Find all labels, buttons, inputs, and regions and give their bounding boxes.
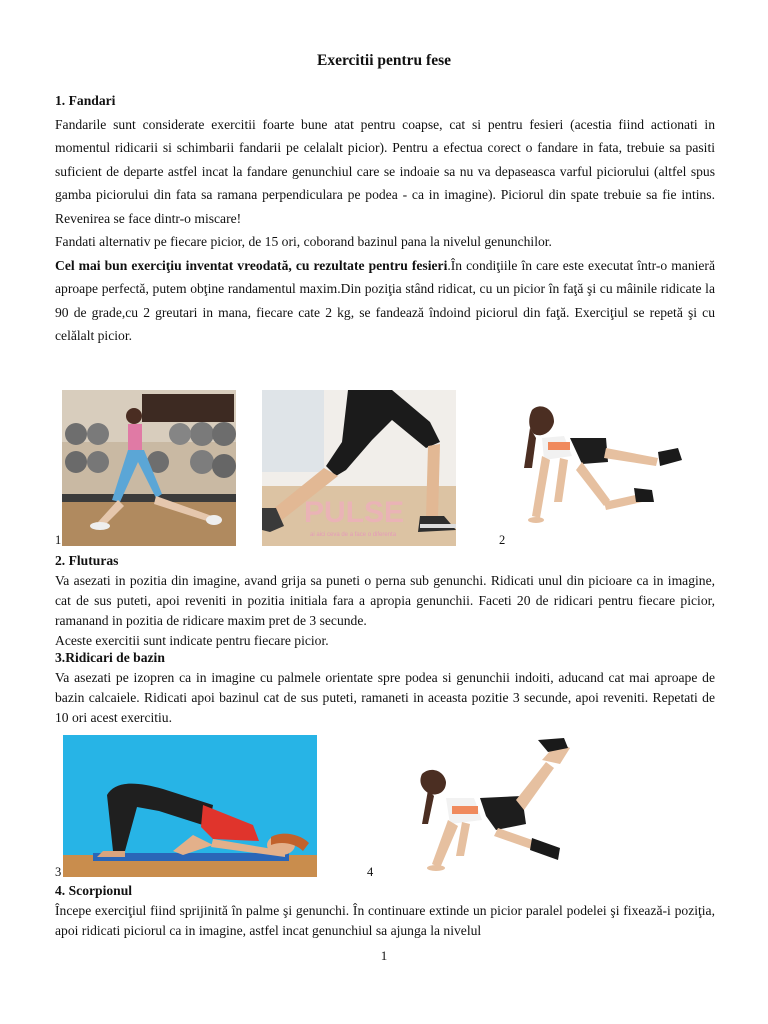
paragraph: Fandarile sunt considerate exercitii foarte bune atat pentru coapse, cat si pentru fesieri (acestia fiind actionati in momentul ridicarii si schimbarii fandarii pe celalalt picior). Pentru a efectua corect o fandare in fata, trebuie sa pasiti suficient de departe astfel incat la fandare genunchiul care se indoaie sa nu va depaseasca varful piciorului (altfel spus gamba piciorului din fata sa ramana perpendiculara pe podea - ca in imagine). Piciorul din spate trebuie sa fie intins. Revenirea se face dintr-o miscare! <box>55 116 715 226</box>
document-title: Exercitii pentru fese <box>316 52 451 69</box>
paragraph: Începe exerciţiul fiind sprijinită în palme şi genunchi. În continuare extinde un picior paralel podelei şi fixează-i poziţia, apoi ridicati piciorul ca in imagine, astfel incat genunchiul sa ajunga la nivelul <box>55 903 715 938</box>
paragraph: Va asezati in pozitia din imagine, avand grija sa puneti o perna sub genunchi. Ridicati unul din picioare ca in imagine, cat de sus puteti, apoi reveniti in pozitia initiala fara a apropia genunchii. Faceti 20 de ridicari pentru fiecare picior, ramanand in pozitia de ridicare maxim pret de 3 secunde. <box>55 573 715 628</box>
donkey-kick-photo <box>412 738 602 876</box>
section-heading: 1. Fandari <box>55 93 116 108</box>
figure-caption: 1 <box>55 533 62 547</box>
section-heading: 4. Scorpionul <box>55 883 133 898</box>
paragraph: Va asezati pe izopren ca in imagine cu palmele orientate spre podea si genunchii indoiti, aducand cat mai aproape de bazin calcaiele. Ridicati apoi bazinul cat de sus puteti, ramaneti in aceasta pozitie 3 secunde, apoi reveniti. Repetati de 10 ori acest exercitiu. <box>55 670 715 725</box>
figure-caption: 2 <box>499 533 506 547</box>
lunge-legs-photo <box>262 390 456 546</box>
lunge-gym-photo <box>62 390 236 546</box>
figure-caption: 4 <box>367 865 374 879</box>
section-heading: 2. Fluturas <box>55 553 119 568</box>
section-ridicari-bazin <box>55 648 715 728</box>
section-fluturas <box>55 551 715 651</box>
paragraph-text: .În condiţiile în care este executat într-o manieră aproape perfectă, putem obţine randamentul maxim.Din poziţia stând ridicat, cu un picior în faţă şi cu mâinile ridicate la 90 de grade,cu 2 greutari in mana, fiecare cate 2 kg, se fandează îndoind piciorul din faţă. Exerciţiul se repetă şi cu celălalt picior. <box>55 257 715 343</box>
kneeling-kickback-photo <box>510 398 696 544</box>
paragraph <box>55 254 715 348</box>
figure-caption: 3 <box>55 865 62 879</box>
watermark-tagline: ai aici ceva de a face o diferenta <box>310 532 397 538</box>
glute-bridge-photo <box>63 735 317 877</box>
bold-phrase: Cel mai bun exerciţiu inventat vreodată, cu rezultate pentru fesieri <box>55 257 448 273</box>
paragraph: Aceste exercitii sunt indicate pentru fiecare picior. <box>55 633 329 648</box>
section-heading: 3.Ridicari de bazin <box>55 650 165 665</box>
page-number: 1 <box>380 948 388 963</box>
section-fandari <box>55 89 715 348</box>
section-scorpionul <box>55 881 715 941</box>
paragraph: Fandati alternativ pe fiecare picior, de 15 ori, coborand bazinul pana la nivelul genunchilor. <box>55 234 552 249</box>
pulse-watermark: PULSE <box>304 496 405 529</box>
